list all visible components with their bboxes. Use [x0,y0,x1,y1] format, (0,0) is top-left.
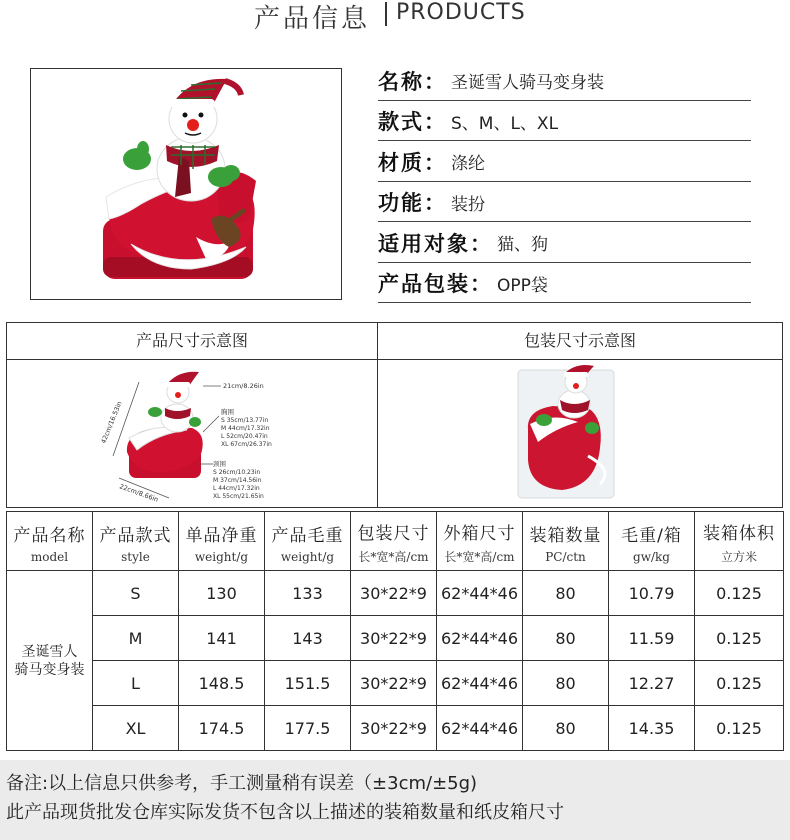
quantity-cell: 80 [523,571,609,616]
header-title-cn: 产品信息 [254,4,371,34]
info-row-style [378,101,751,142]
size-label-chest-title: 胸围 [221,408,234,416]
volume-cell: 0.125 [695,571,784,616]
snowman-costume-illustration [31,69,342,300]
diagram-panel [6,322,783,508]
remarks-panel [0,760,790,840]
size-label-chest: XL 67cm/26.37in [221,441,272,448]
carton-weight-cell: 14.35 [609,706,695,751]
net-weight-cell: 130 [179,571,265,616]
page-header [0,0,790,34]
size-label-chest: L 52cm/20.47in [221,433,268,440]
carton-size-cell: 62*44*46 [437,571,523,616]
gross-weight-cell: 133 [265,571,351,616]
table-row [7,616,784,661]
volume-cell: 0.125 [695,616,784,661]
gross-weight-cell: 143 [265,616,351,661]
info-row-name [378,60,751,101]
carton-weight-cell: 11.59 [609,616,695,661]
column-header: 产品款式 style [93,512,179,571]
size-label-neck: XL 55cm/21.65in [213,493,264,500]
product-info-list [378,60,751,303]
table-row [7,661,784,706]
quantity-cell: 80 [523,616,609,661]
info-value: 涤纶 [451,154,485,175]
table-row [7,706,784,751]
model-name-line: 骑马变身装 [14,661,85,678]
size-label-top: 21cm/8.26in [223,382,264,390]
column-header: 装箱体积 立方米 [695,512,784,571]
gross-weight-cell: 151.5 [265,661,351,706]
quantity-cell: 80 [523,706,609,751]
size-diagram-illustration [7,360,378,508]
info-row-material [378,141,751,182]
style-cell: S [93,571,179,616]
size-label-height: 42cm/16.53in [99,400,124,445]
style-cell: M [93,616,179,661]
column-header: 外箱尺寸 长*宽*高/cm [437,512,523,571]
info-key: 适用对象： [378,231,493,256]
quantity-cell: 80 [523,661,609,706]
size-label-neck: M 37cm/14.56in [213,477,262,484]
size-diagram [7,323,378,507]
column-header: 产品毛重 weight/g [265,512,351,571]
info-key: 名称： [378,69,447,94]
size-label-chest: M 44cm/17.32in [221,425,270,432]
package-size-cell: 30*22*9 [351,661,437,706]
info-key: 产品包装： [378,272,493,297]
header-divider [385,2,387,26]
column-header: 装箱数量 PC/ctn [523,512,609,571]
style-cell: XL [93,706,179,751]
carton-size-cell: 62*44*46 [437,706,523,751]
info-row-target [378,222,751,263]
size-label-neck: L 44cm/17.32in [213,485,260,492]
column-header: 产品名称 model [7,512,93,571]
carton-weight-cell: 10.79 [609,571,695,616]
product-photo [30,68,342,300]
info-value: 猫、狗 [497,235,548,256]
info-row-packaging [378,263,751,304]
model-name-cell [7,571,93,751]
column-header: 包装尺寸 长*宽*高/cm [351,512,437,571]
package-size-cell: 30*22*9 [351,616,437,661]
remark-line: 此产品现货批发仓库实际发货不包含以上描述的装箱数量和纸皮箱尺寸 [6,802,564,823]
volume-cell: 0.125 [695,661,784,706]
size-label-neck-title: 颈围 [213,460,226,468]
info-value: 圣诞雪人骑马变身装 [451,73,604,94]
volume-cell: 0.125 [695,706,784,751]
package-size-cell: 30*22*9 [351,706,437,751]
header-title-en: PRODUCTS [396,0,526,25]
size-label-bottom: 22cm/8.66in [118,482,160,504]
table-header-row [7,512,784,571]
gross-weight-cell: 177.5 [265,706,351,751]
info-value: OPP袋 [497,275,548,296]
table-row [7,571,784,616]
info-key: 功能： [378,191,447,216]
size-label-neck: S 26cm/10.23in [213,469,261,476]
spec-table [6,511,784,751]
net-weight-cell: 141 [179,616,265,661]
carton-size-cell: 62*44*46 [437,616,523,661]
column-header: 单品净重 weight/g [179,512,265,571]
package-diagram [378,323,782,507]
style-cell: L [93,661,179,706]
info-key: 款式： [378,110,447,135]
size-label-chest: S 35cm/13.77in [221,417,269,424]
info-value: 装扮 [451,194,485,215]
model-name-line: 圣诞雪人 [21,643,78,660]
info-key: 材质： [378,150,447,175]
info-row-function [378,182,751,223]
package-diagram-caption: 包装尺寸示意图 [378,323,782,360]
package-size-cell: 30*22*9 [351,571,437,616]
net-weight-cell: 174.5 [179,706,265,751]
carton-weight-cell: 12.27 [609,661,695,706]
remark-line: 备注:以上信息只供参考，手工测量稍有误差（±3cm/±5g) [6,773,478,794]
size-diagram-caption: 产品尺寸示意图 [7,323,377,360]
net-weight-cell: 148.5 [179,661,265,706]
info-value: S、M、L、XL [451,113,559,134]
package-illustration [378,360,782,508]
carton-size-cell: 62*44*46 [437,661,523,706]
column-header: 毛重/箱 gw/kg [609,512,695,571]
